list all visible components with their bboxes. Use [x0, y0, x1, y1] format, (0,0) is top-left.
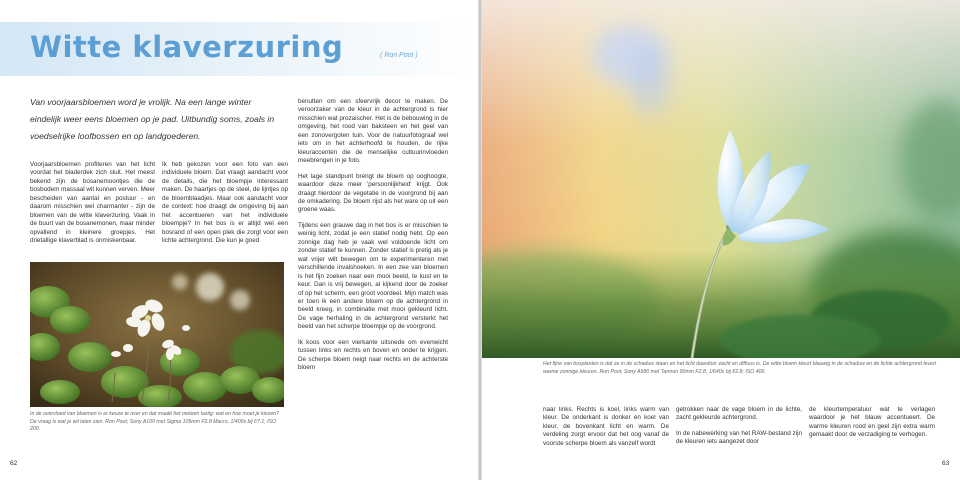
paragraph: de kleurtemperatuur wat te verlagen waardoor je het blauw accentueert. De warme kleuren rood en geel zijn extra warm gemaakt door de verzadiging te verhogen.: [809, 406, 935, 439]
right-column-3: [809, 406, 935, 447]
page-number-left: 62: [10, 460, 18, 467]
paragraph: Voorjaarsbloemen profiteren van het licht voordat het bladerdek zich sluit. Het meest bekend zijn de bosanemoontjes die de bosbodem massaal wit kunnen verven. Meer bescheiden van aantal en postuur - en daarom misschien wel charmanter - zijn de bloemen van de witte klaverzuring. Vaak in de buurt van de bosanemonen, maar minder opvallend in kleinere groepjes. Het drietallige klaverblad is onmiskenbaar.: [30, 161, 155, 245]
page-number-right: 63: [942, 460, 950, 467]
article-title: Witte klaverzuring: [30, 30, 344, 64]
article-intro: Van voorjaarsbloemen word je vrolijk. Na een lange winter eindelijk weer eens bloemen op je pad. Uitbundig soms, zoals in voedselrijke loofbossen en op landgoederen.: [30, 97, 275, 141]
paragraph: getrokken naar de vage bloem in de lichte, zacht gekleurde achtergrond.: [676, 406, 802, 422]
paragraph: Het lage standpunt brengt de bloem op ooghoogte, waardoor deze meer 'persoonlijkheid' krijgt. Ook draagt hierdoor de vegetatie in de voorgrond bij aan de omkadering. De bloem rijst als het ware op uit een groene waas.: [298, 172, 448, 214]
right-column-2: [676, 406, 802, 454]
paragraph: Tijdens een grauwe dag in het bos is er misschien te weinig licht, zodat je een statief nodig hebt. Op een zonnige dag heb je vaak wel voldoende licht om zonder statief te kunnen. Zonder statief is pretig als je wat vrijer wilt bewegen om te experimenteren met verschillende invalshoeken. In een zee van bloemen is het fijn zoeken naar een mooi beeld, te kust en te keur. Dan is vrij bewegen, al kijkend door de zoeker of op het scherm, een groot voordeel. Mijn match was er toen ik een andere bloem op de achtergrond in beeld kreeg, in combinatie met mooi gekleurd licht. De vage herhaling in de achtergrond versterkt het beeld van het scherpe bloempje op de voorgrond.: [298, 221, 448, 331]
photo-caption-right: Het fijne van bosplanten is dat ze in de schaduw staan en het licht daardoor zacht en diffuus is. De witte bloem kleurt blauwig in de schaduw en de lichte achtergrond levert warme zonnige kleuren. Ron Poot; Sony A580 met Tamron 90mm F2.8; 1/640s bij f/2.8; ISO 400.: [543, 361, 937, 375]
photo-caption-left: In de overvloed van bloemen is er keuze te over en dat maakt het meteen lastig: wat en hoe moet je kiezen? De vraag is wat je wil laten zien. Ron Poot; Sony A100 met Sigma 105mm F2.8 Macro, 1/400s bij f/7.1; ISO 200.: [30, 411, 279, 433]
paragraph: benutten om een sfeervrijk decor te maken. De veroorzaker van de kleur in de achtergrond is hier misschien wat prozaischer. Het is de bebouwing in de omgeving, het rood van baksteen en het geel van een zonovergoten tuin. Voor de natuurfotograaf wel iets om in het achterhoofd te houden, de rijke kleuraccenten die de menselijke cultuurinvloeden meebrengen in je foto.: [298, 98, 448, 165]
paragraph: Ik heb gekozen voor een foto van een individuele bloem. Dat vraagt aandacht voor de details, die het bloempje interessant maken. De haartjes op de steel, de lijntjes op de bloemblaadjes. Maar ook aandacht voor de context: hoe draagt de omgeving bij aan het accentueren van het individuele bloempje? In het bos is er altijd wel een bosrand of een open plek die zorgt voor een lichte achtergrond. Die kun je goed: [162, 161, 288, 245]
page-gutter: [478, 0, 482, 480]
right-column-1: [543, 406, 669, 455]
photo-wood-sorrel-group: [30, 262, 284, 407]
left-column-2: [162, 161, 288, 253]
paragraph: In de nabewerking van het RAW-bestand zijn de kleuren iets aangezet door: [676, 429, 802, 446]
photo-wood-sorrel-single: [480, 0, 960, 358]
article-author: ( Ron Poot ): [380, 52, 418, 59]
paragraph: Ik koos voor een vierkante uitsnede om evenwicht tussen links en rechts en boven en onder te krijgen. De scherpe bloem neigt naar rechts en de achterste bloem: [298, 338, 448, 372]
left-column-3: [298, 98, 448, 380]
paragraph: naar links. Rechts is koel, links warm van kleur. De onderkant is donker en koel van kleur, de bovenkant licht en warm. De verdeling zorgt ervoor dat het oog vanaf de voorste scherpe bloem als vanzelf wordt: [543, 406, 669, 447]
left-column-1: [30, 161, 155, 253]
